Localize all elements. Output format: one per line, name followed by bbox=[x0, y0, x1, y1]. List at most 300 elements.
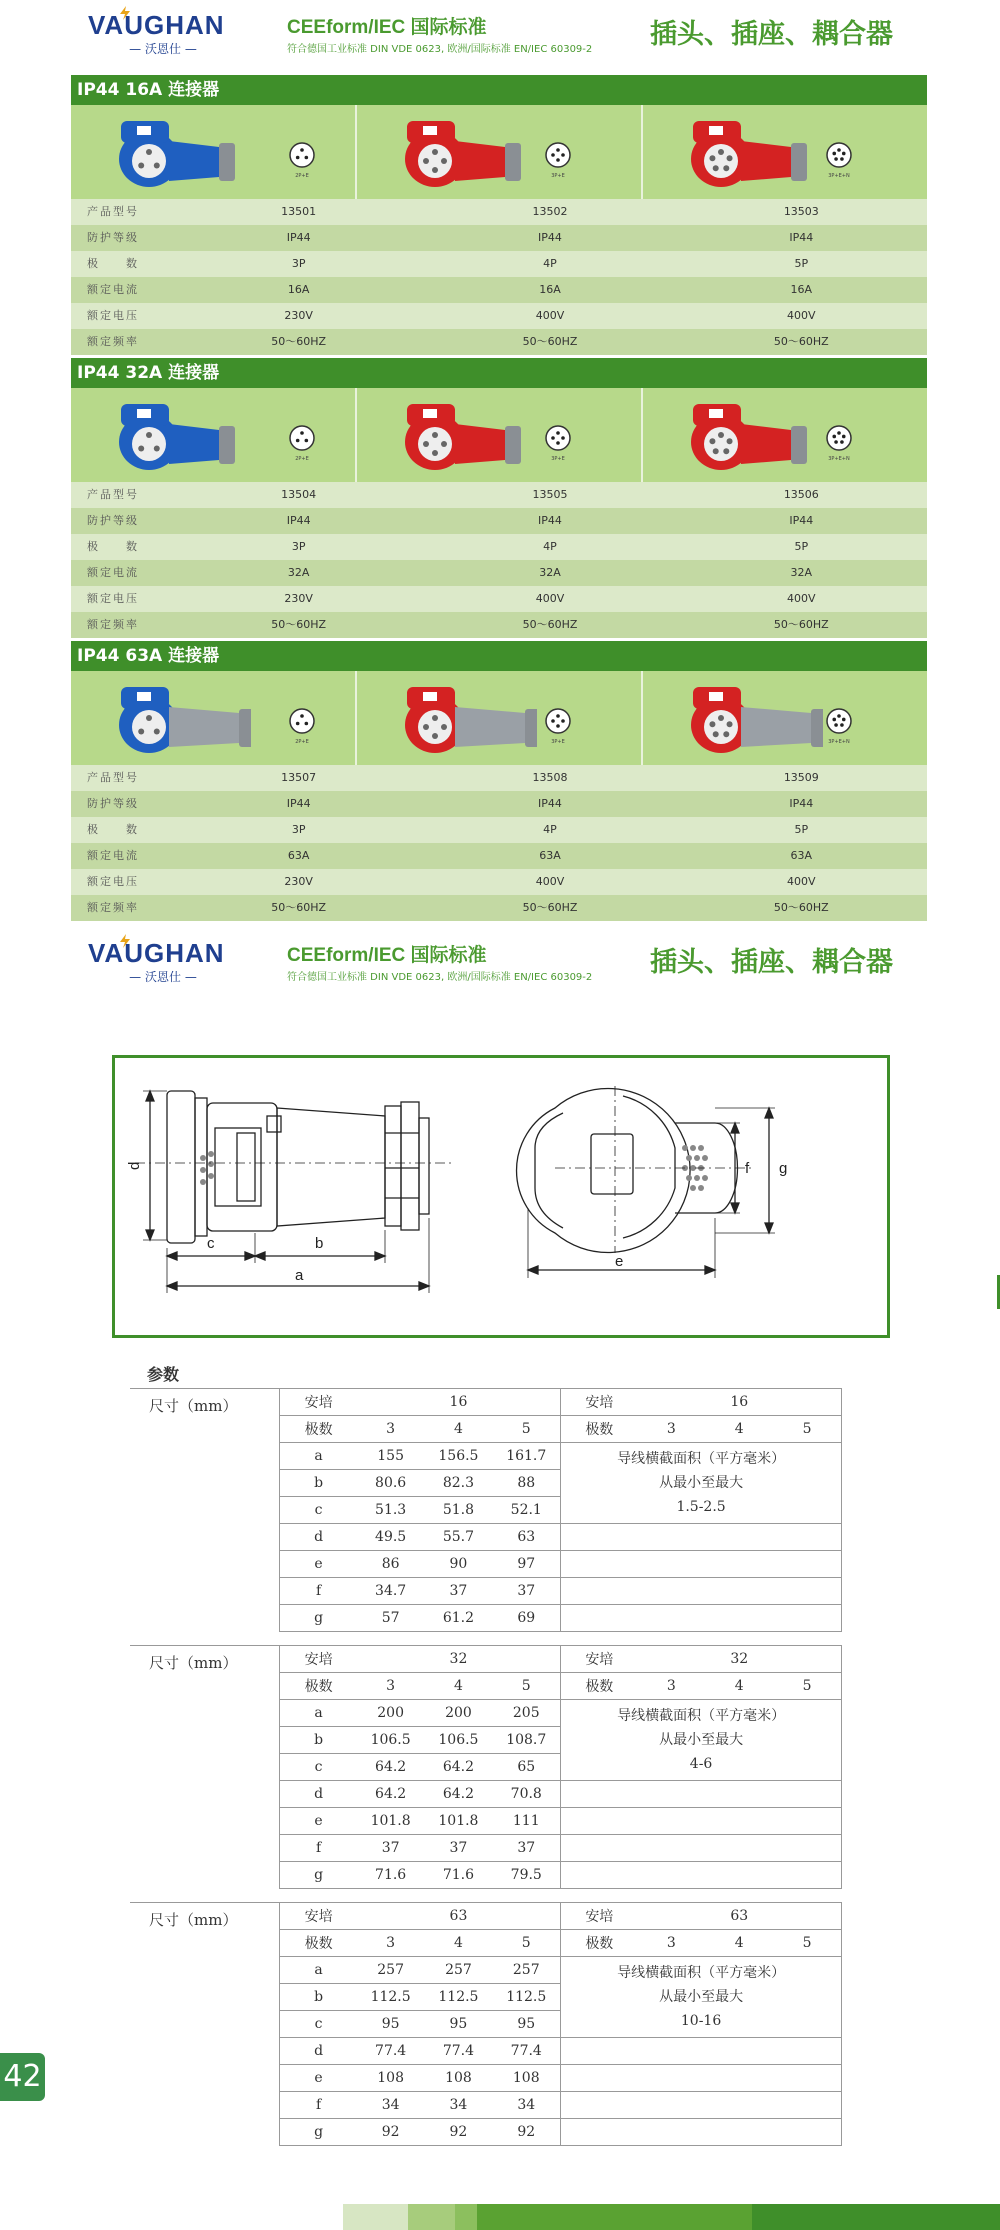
amp-value: 32 bbox=[637, 1646, 841, 1673]
dim-value: 70.8 bbox=[492, 1781, 560, 1808]
dim-value: 95 bbox=[492, 2011, 560, 2038]
standard-title: CEEform/IEC 国际标准 bbox=[287, 17, 487, 38]
wire-range: 4-6 bbox=[689, 1756, 713, 1772]
amp-label: 安培 bbox=[561, 1389, 638, 1416]
params-title: 参数 bbox=[147, 1365, 180, 1384]
product-image-row bbox=[71, 105, 927, 199]
dim-value: 71.6 bbox=[357, 1862, 425, 1889]
connector-image bbox=[683, 115, 823, 191]
empty-cell bbox=[561, 2119, 842, 2146]
amp-label: 安培 bbox=[280, 1389, 357, 1416]
poles-value: 4 bbox=[425, 1416, 493, 1443]
page-number: 42 bbox=[0, 2053, 45, 2101]
spec-row bbox=[71, 329, 927, 355]
dim-value: 34 bbox=[357, 2092, 425, 2119]
dim-key: b bbox=[280, 1984, 357, 2011]
poles-label: 极数 bbox=[561, 1416, 638, 1443]
spec-row bbox=[71, 560, 927, 586]
dim-key: f bbox=[280, 2092, 357, 2119]
poles-value: 4 bbox=[705, 1673, 773, 1700]
pin-layout-label: 2P+E bbox=[295, 456, 309, 462]
wire-range: 10-16 bbox=[680, 2013, 722, 2029]
amp-label: 安培 bbox=[561, 1903, 638, 1930]
spec-value: 5P bbox=[794, 823, 809, 836]
dim-value: 34 bbox=[425, 2092, 493, 2119]
spec-value: 13509 bbox=[783, 771, 819, 784]
spec-value: IP44 bbox=[538, 514, 562, 527]
spec-value: 32A bbox=[287, 566, 310, 579]
dim-label-e: e bbox=[615, 1253, 624, 1270]
dim-value: 80.6 bbox=[357, 1470, 425, 1497]
logo-wordmark: VAUGHAN bbox=[88, 938, 225, 968]
connector-image bbox=[111, 681, 251, 757]
param-header-row bbox=[130, 1903, 842, 1930]
spec-value: 50～60HZ bbox=[773, 901, 829, 914]
spec-value: 63A bbox=[287, 849, 310, 862]
spec-value: IP44 bbox=[286, 797, 311, 810]
pin-layout-label: 3P+E bbox=[551, 739, 565, 745]
connector-section bbox=[71, 358, 927, 638]
dim-value: 77.4 bbox=[357, 2038, 425, 2065]
pin-layout-icon bbox=[542, 139, 574, 179]
spec-value: 5P bbox=[794, 540, 809, 553]
spec-value: 32A bbox=[539, 566, 561, 579]
dim-value: 108.7 bbox=[492, 1727, 560, 1754]
spec-value: 50～60HZ bbox=[773, 335, 829, 348]
connector-image bbox=[111, 398, 251, 474]
spec-value: 4P bbox=[543, 257, 557, 270]
empty-cell bbox=[561, 1605, 842, 1632]
spec-value: 400V bbox=[535, 592, 565, 605]
spec-value: 32A bbox=[790, 566, 813, 579]
connector-section bbox=[71, 75, 927, 355]
spec-value: 400V bbox=[787, 875, 816, 888]
spec-label: 额定频率 bbox=[87, 901, 139, 914]
spec-value: 50～60HZ bbox=[522, 901, 578, 914]
connector-image bbox=[683, 398, 823, 474]
connector-image bbox=[397, 681, 537, 757]
footer-bar-5 bbox=[752, 2204, 1000, 2230]
dim-key: g bbox=[280, 2119, 357, 2146]
wire-cross-section bbox=[561, 1700, 842, 1781]
pin-layout-label: 3P+E bbox=[551, 173, 565, 179]
spec-value: 50～60HZ bbox=[773, 618, 829, 631]
footer-bar-4 bbox=[477, 2204, 752, 2230]
poles-value: 5 bbox=[773, 1416, 841, 1443]
dim-value: 37 bbox=[492, 1835, 560, 1862]
spec-value: 400V bbox=[787, 592, 816, 605]
poles-label: 极数 bbox=[280, 1416, 357, 1443]
pin-layout-icon bbox=[823, 705, 855, 745]
product-title: 插头、插座、耦合器 bbox=[650, 19, 893, 50]
spec-value: 230V bbox=[284, 309, 313, 322]
poles-value: 5 bbox=[773, 1673, 841, 1700]
poles-value: 5 bbox=[773, 1930, 841, 1957]
footer-bar-2 bbox=[408, 2204, 455, 2230]
dim-key: b bbox=[280, 1727, 357, 1754]
dim-key: e bbox=[280, 1808, 357, 1835]
dim-value: 88 bbox=[492, 1470, 560, 1497]
spec-label: 额定电流 bbox=[87, 849, 139, 862]
empty-cell bbox=[561, 1808, 842, 1835]
spec-value: 13506 bbox=[783, 488, 819, 501]
wire-range: 1.5-2.5 bbox=[676, 1499, 726, 1515]
spec-row bbox=[71, 199, 927, 225]
connector-section bbox=[71, 641, 927, 921]
dim-label-d: d bbox=[126, 1161, 143, 1170]
dim-value: 97 bbox=[492, 1551, 560, 1578]
spec-value: 63A bbox=[539, 849, 561, 862]
empty-cell bbox=[561, 1862, 842, 1889]
dim-value: 95 bbox=[357, 2011, 425, 2038]
spec-value: 50～60HZ bbox=[522, 618, 578, 631]
spec-row bbox=[71, 791, 927, 817]
dim-value: 156.5 bbox=[425, 1443, 493, 1470]
spec-label: 防护等级 bbox=[87, 514, 139, 527]
amp-value: 16 bbox=[637, 1389, 841, 1416]
product-image-row bbox=[71, 671, 927, 765]
spec-value: 400V bbox=[535, 309, 565, 322]
dim-value: 205 bbox=[492, 1700, 560, 1727]
dim-key: c bbox=[280, 2011, 357, 2038]
poles-label: 极数 bbox=[561, 1673, 638, 1700]
dim-key: g bbox=[280, 1862, 357, 1889]
dimension-drawing bbox=[112, 1055, 890, 1338]
spec-value: 5P bbox=[794, 257, 809, 270]
wire-subtitle: 从最小至最大 bbox=[659, 1732, 744, 1748]
spec-label: 额定电压 bbox=[87, 592, 139, 605]
footer-bar-1 bbox=[343, 2204, 408, 2230]
poles-value: 5 bbox=[492, 1930, 560, 1957]
dim-value: 101.8 bbox=[357, 1808, 425, 1835]
spec-value: 230V bbox=[284, 875, 313, 888]
spec-value: 400V bbox=[787, 309, 816, 322]
wire-subtitle: 从最小至最大 bbox=[659, 1475, 744, 1491]
spec-label: 额定电流 bbox=[87, 283, 139, 296]
pin-layout-icon bbox=[542, 422, 574, 462]
dim-value: 161.7 bbox=[492, 1443, 560, 1470]
pin-layout-icon bbox=[286, 422, 318, 462]
spec-value: IP44 bbox=[538, 797, 562, 810]
standard-subtitle: 符合德国工业标准 DIN VDE 0623, 欧洲/国际标准 EN/IEC 60309-2 bbox=[287, 44, 593, 55]
dim-value: 108 bbox=[492, 2065, 560, 2092]
spec-value: 50～60HZ bbox=[271, 335, 327, 348]
dim-value: 106.5 bbox=[425, 1727, 493, 1754]
pin-layout-label: 3P+E+N bbox=[828, 456, 850, 462]
dim-value: 77.4 bbox=[425, 2038, 493, 2065]
param-header-row bbox=[130, 1389, 842, 1416]
pin-layout-label: 2P+E bbox=[295, 173, 309, 179]
dim-key: d bbox=[280, 1524, 357, 1551]
dim-value: 155 bbox=[357, 1443, 425, 1470]
standard-subtitle: 符合德国工业标准 DIN VDE 0623, 欧洲/国际标准 EN/IEC 60309-2 bbox=[287, 972, 593, 983]
dim-value: 111 bbox=[492, 1808, 560, 1835]
dim-value: 37 bbox=[492, 1578, 560, 1605]
product-title: 插头、插座、耦合器 bbox=[650, 947, 893, 978]
dim-label-a: a bbox=[295, 1267, 304, 1284]
dim-value: 51.8 bbox=[425, 1497, 493, 1524]
dim-key: c bbox=[280, 1754, 357, 1781]
spec-value: IP44 bbox=[286, 514, 311, 527]
logo-chinese: — 沃恩仕 — bbox=[129, 42, 197, 56]
spec-label: 产品型号 bbox=[87, 205, 139, 218]
dim-value: 57 bbox=[357, 1605, 425, 1632]
poles-value: 3 bbox=[357, 1930, 425, 1957]
amp-value: 63 bbox=[637, 1903, 841, 1930]
spec-label: 额定电压 bbox=[87, 875, 139, 888]
empty-cell bbox=[561, 2065, 842, 2092]
poles-value: 4 bbox=[425, 1673, 493, 1700]
product-image-cell bbox=[357, 671, 643, 765]
spec-value: 13501 bbox=[281, 205, 317, 218]
dim-key: a bbox=[280, 1443, 357, 1470]
param-table bbox=[130, 1388, 842, 1632]
wire-subtitle: 从最小至最大 bbox=[659, 1989, 744, 2005]
connector-image bbox=[397, 398, 537, 474]
dim-label-c: c bbox=[207, 1235, 215, 1252]
amp-label: 安培 bbox=[561, 1646, 638, 1673]
connector-image bbox=[397, 115, 537, 191]
dim-key: a bbox=[280, 1957, 357, 1984]
spec-label: 防护等级 bbox=[87, 797, 139, 810]
amp-label: 安培 bbox=[280, 1903, 357, 1930]
spec-row bbox=[71, 482, 927, 508]
pin-layout-icon bbox=[286, 705, 318, 745]
spec-value: 50～60HZ bbox=[522, 335, 578, 348]
front-view-drawing bbox=[517, 1086, 775, 1278]
spec-value: 50～60HZ bbox=[271, 901, 327, 914]
page-header-repeat bbox=[0, 928, 1000, 998]
dim-value: 112.5 bbox=[492, 1984, 560, 2011]
size-label: 尺寸（mm） bbox=[149, 1911, 238, 1929]
wire-title: 导线横截面积（平方毫米） bbox=[617, 1965, 786, 1981]
spec-value: 50～60HZ bbox=[271, 618, 327, 631]
dim-key: f bbox=[280, 1578, 357, 1605]
dim-value: 61.2 bbox=[425, 1605, 493, 1632]
product-image-cell bbox=[71, 671, 357, 765]
spec-value: 63A bbox=[790, 849, 813, 862]
pin-layout-icon bbox=[542, 705, 574, 745]
dim-value: 64.2 bbox=[357, 1754, 425, 1781]
dim-value: 257 bbox=[492, 1957, 560, 1984]
page-header-top bbox=[0, 0, 1000, 70]
spec-value: 16A bbox=[539, 283, 561, 296]
dim-value: 49.5 bbox=[357, 1524, 425, 1551]
spec-value: IP44 bbox=[789, 797, 814, 810]
empty-cell bbox=[561, 1835, 842, 1862]
poles-value: 5 bbox=[492, 1673, 560, 1700]
vaughan-logo bbox=[88, 10, 248, 58]
dim-key: f bbox=[280, 1835, 357, 1862]
spec-value: 13503 bbox=[783, 205, 819, 218]
poles-value: 3 bbox=[637, 1673, 705, 1700]
spec-label: 额定频率 bbox=[87, 618, 139, 631]
spec-label: 极 数 bbox=[87, 823, 139, 836]
spec-label: 额定频率 bbox=[87, 335, 139, 348]
dim-value: 82.3 bbox=[425, 1470, 493, 1497]
product-image-cell bbox=[71, 105, 357, 199]
spec-label: 极 数 bbox=[87, 257, 139, 270]
spec-label: 产品型号 bbox=[87, 771, 139, 784]
dim-label-b: b bbox=[315, 1235, 324, 1252]
product-image-cell bbox=[357, 388, 643, 482]
dim-key: c bbox=[280, 1497, 357, 1524]
amp-value: 16 bbox=[357, 1389, 561, 1416]
spec-value: 3P bbox=[291, 257, 306, 270]
dim-key: g bbox=[280, 1605, 357, 1632]
pin-layout-icon bbox=[823, 139, 855, 179]
spec-value: 4P bbox=[543, 540, 557, 553]
dim-value: 63 bbox=[492, 1524, 560, 1551]
spec-value: IP44 bbox=[286, 231, 311, 244]
dim-value: 101.8 bbox=[425, 1808, 493, 1835]
connector-image bbox=[683, 681, 823, 757]
logo-chinese: — 沃恩仕 — bbox=[129, 970, 197, 984]
product-image-row bbox=[71, 388, 927, 482]
dim-value: 77.4 bbox=[492, 2038, 560, 2065]
pin-layout-icon bbox=[286, 139, 318, 179]
spec-row bbox=[71, 895, 927, 921]
dim-value: 92 bbox=[492, 2119, 560, 2146]
dim-value: 86 bbox=[357, 1551, 425, 1578]
dim-key: e bbox=[280, 1551, 357, 1578]
dim-value: 257 bbox=[425, 1957, 493, 1984]
spec-row bbox=[71, 303, 927, 329]
spec-row bbox=[71, 612, 927, 638]
spec-row bbox=[71, 277, 927, 303]
wire-title: 导线横截面积（平方毫米） bbox=[617, 1708, 786, 1724]
footer-bar-3 bbox=[455, 2204, 477, 2230]
empty-cell bbox=[561, 1524, 842, 1551]
spec-value: IP44 bbox=[789, 514, 814, 527]
spec-value: IP44 bbox=[789, 231, 814, 244]
spec-value: 3P bbox=[291, 823, 306, 836]
param-table bbox=[130, 1902, 842, 2146]
poles-label: 极数 bbox=[561, 1930, 638, 1957]
dim-value: 95 bbox=[425, 2011, 493, 2038]
dim-key: d bbox=[280, 2038, 357, 2065]
pin-layout-label: 2P+E bbox=[295, 739, 309, 745]
spec-row bbox=[71, 869, 927, 895]
dim-value: 52.1 bbox=[492, 1497, 560, 1524]
dim-key: a bbox=[280, 1700, 357, 1727]
amp-label: 安培 bbox=[280, 1646, 357, 1673]
spec-value: 3P bbox=[291, 540, 306, 553]
wire-cross-section bbox=[561, 1443, 842, 1524]
spec-label: 产品型号 bbox=[87, 488, 139, 501]
product-image-cell bbox=[643, 105, 927, 199]
spec-value: 13502 bbox=[532, 205, 568, 218]
empty-cell bbox=[561, 1551, 842, 1578]
spec-row bbox=[71, 534, 927, 560]
dim-label-f: f bbox=[745, 1160, 750, 1177]
dim-value: 34 bbox=[492, 2092, 560, 2119]
spec-label: 防护等级 bbox=[87, 231, 139, 244]
dim-value: 200 bbox=[425, 1700, 493, 1727]
pin-layout-label: 3P+E+N bbox=[828, 739, 850, 745]
spec-row bbox=[71, 843, 927, 869]
dim-value: 257 bbox=[357, 1957, 425, 1984]
product-image-cell bbox=[357, 105, 643, 199]
spec-value: 16A bbox=[287, 283, 310, 296]
dim-key: d bbox=[280, 1781, 357, 1808]
logo-wordmark: VAUGHAN bbox=[88, 10, 225, 40]
size-label: 尺寸（mm） bbox=[149, 1654, 238, 1672]
spec-value: 400V bbox=[535, 875, 565, 888]
poles-value: 3 bbox=[357, 1673, 425, 1700]
dim-value: 200 bbox=[357, 1700, 425, 1727]
spec-row bbox=[71, 225, 927, 251]
dim-value: 69 bbox=[492, 1605, 560, 1632]
spec-value: 13508 bbox=[532, 771, 568, 784]
product-image-cell bbox=[71, 388, 357, 482]
pin-layout-icon bbox=[823, 422, 855, 462]
product-image-cell bbox=[643, 671, 927, 765]
dim-value: 37 bbox=[357, 1835, 425, 1862]
dim-value: 90 bbox=[425, 1551, 493, 1578]
dim-value: 71.6 bbox=[425, 1862, 493, 1889]
spec-value: 4P bbox=[543, 823, 557, 836]
dim-value: 55.7 bbox=[425, 1524, 493, 1551]
spec-row bbox=[71, 765, 927, 791]
dim-value: 64.2 bbox=[425, 1754, 493, 1781]
dim-value: 64.2 bbox=[425, 1781, 493, 1808]
section-title: IP44 32A 连接器 bbox=[71, 358, 927, 388]
empty-cell bbox=[561, 1578, 842, 1605]
dim-value: 92 bbox=[357, 2119, 425, 2146]
dim-label-g: g bbox=[779, 1160, 788, 1177]
param-table bbox=[130, 1645, 842, 1889]
spec-value: 13504 bbox=[281, 488, 317, 501]
section-title: IP44 63A 连接器 bbox=[71, 641, 927, 671]
dim-value: 92 bbox=[425, 2119, 493, 2146]
empty-cell bbox=[561, 1781, 842, 1808]
connector-image bbox=[111, 115, 251, 191]
empty-cell bbox=[561, 2092, 842, 2119]
product-image-cell bbox=[643, 388, 927, 482]
dim-value: 37 bbox=[425, 1835, 493, 1862]
spec-value: 13505 bbox=[532, 488, 568, 501]
spec-row bbox=[71, 251, 927, 277]
pin-layout-label: 3P+E bbox=[551, 456, 565, 462]
dim-value: 34.7 bbox=[357, 1578, 425, 1605]
poles-value: 3 bbox=[637, 1930, 705, 1957]
poles-value: 5 bbox=[492, 1416, 560, 1443]
size-label: 尺寸（mm） bbox=[149, 1397, 238, 1415]
dim-value: 79.5 bbox=[492, 1862, 560, 1889]
section-title: IP44 16A 连接器 bbox=[71, 75, 927, 105]
dim-value: 106.5 bbox=[357, 1727, 425, 1754]
dim-key: e bbox=[280, 2065, 357, 2092]
spec-value: 230V bbox=[284, 592, 313, 605]
spec-value: 13507 bbox=[281, 771, 317, 784]
spec-row bbox=[71, 586, 927, 612]
side-view-drawing bbox=[135, 1091, 455, 1293]
pin-layout-label: 3P+E+N bbox=[828, 173, 850, 179]
poles-value: 3 bbox=[637, 1416, 705, 1443]
dim-value: 51.3 bbox=[357, 1497, 425, 1524]
empty-cell bbox=[561, 2038, 842, 2065]
spec-row bbox=[71, 817, 927, 843]
spec-row bbox=[71, 508, 927, 534]
vaughan-logo bbox=[88, 938, 248, 986]
poles-label: 极数 bbox=[280, 1673, 357, 1700]
dim-key: b bbox=[280, 1470, 357, 1497]
spec-label: 额定电流 bbox=[87, 566, 139, 579]
dim-value: 37 bbox=[425, 1578, 493, 1605]
amp-value: 32 bbox=[357, 1646, 561, 1673]
dim-value: 112.5 bbox=[357, 1984, 425, 2011]
